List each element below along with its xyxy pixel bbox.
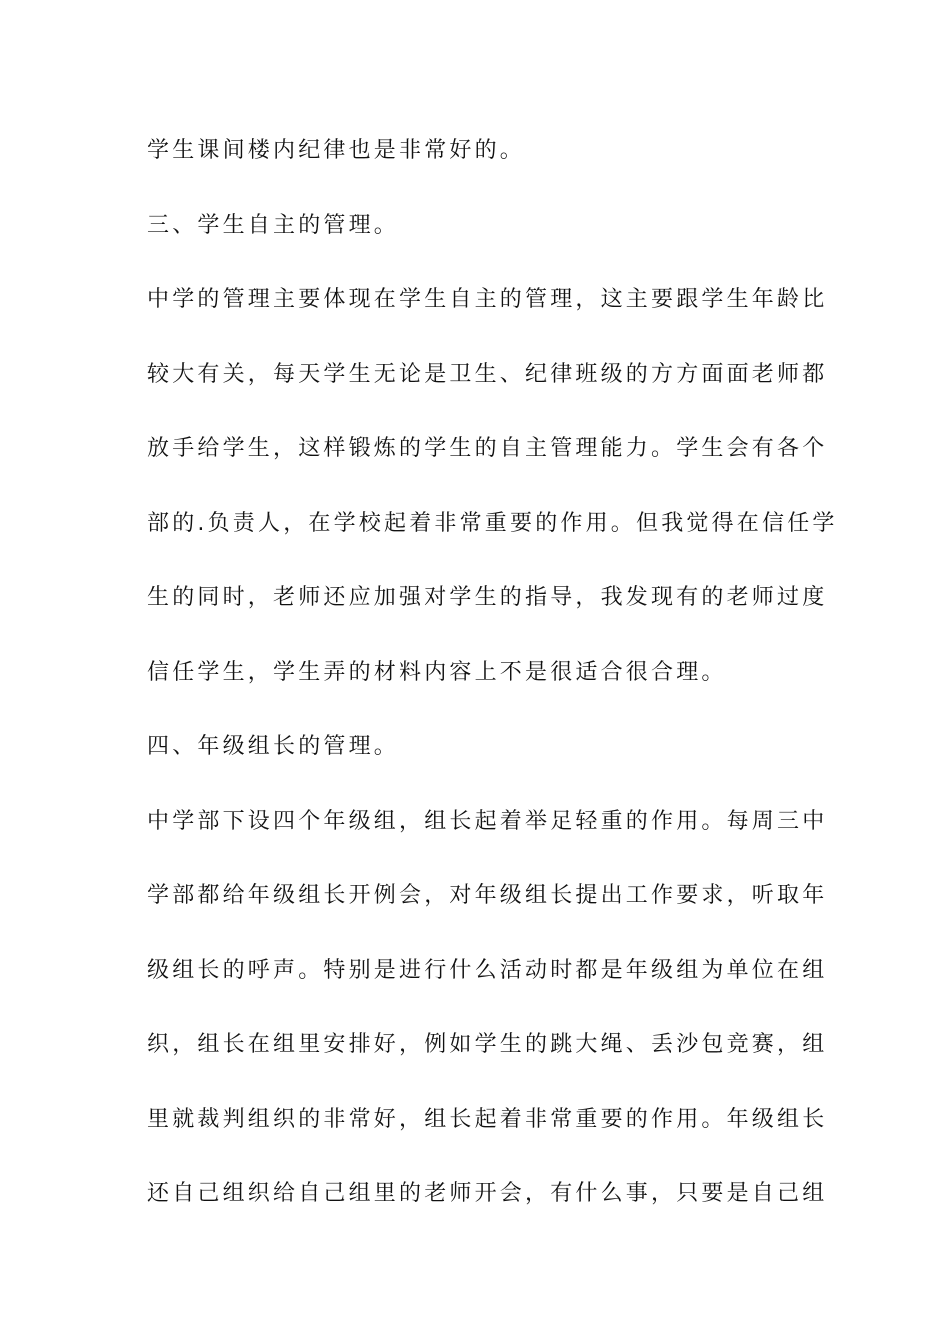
text-line: 级组长的呼声。特别是进行什么活动时都是年级组为单位在组 <box>147 957 828 983</box>
text-line: 放手给学生，这样锻炼的学生的自主管理能力。学生会有各个 <box>147 436 828 461</box>
text-line: 里就裁判组织的非常好，组长起着非常重要的作用。年级组长 <box>147 1106 828 1132</box>
text-line: 较大有关，每天学生无论是卫生、纪律班级的方方面面老师都 <box>147 361 828 387</box>
text-line: 织，组长在组里安排好，例如学生的跳大绳、丢沙包竞赛，组 <box>147 1032 828 1057</box>
text-line: 中学部下设四个年级组，组长起着举足轻重的作用。每周三中 <box>147 808 828 834</box>
text-line: 学生课间楼内纪律也是非常好的。 <box>147 138 526 163</box>
text-line: 生的同时，老师还应加强对学生的指导，我发现有的老师过度 <box>147 585 828 610</box>
document-body <box>147 131 838 1249</box>
text-line: 中学的管理主要体现在学生自主的管理，这主要跟学生年龄比 <box>147 287 828 312</box>
text-line: 还自己组织给自己组里的老师开会，有什么事，只要是自己组 <box>147 1181 828 1206</box>
section-heading: 四、年级组长的管理。 <box>147 734 400 759</box>
text-line: 部的.负责人，在学校起着非常重要的作用。但我觉得在信任学 <box>147 510 838 536</box>
section-heading: 三、学生自主的管理。 <box>147 212 400 238</box>
text-line: 信任学生，学生弄的材料内容上不是很适合很合理。 <box>147 659 727 685</box>
text-line: 学部都给年级组长开例会，对年级组长提出工作要求，听取年 <box>147 883 828 908</box>
